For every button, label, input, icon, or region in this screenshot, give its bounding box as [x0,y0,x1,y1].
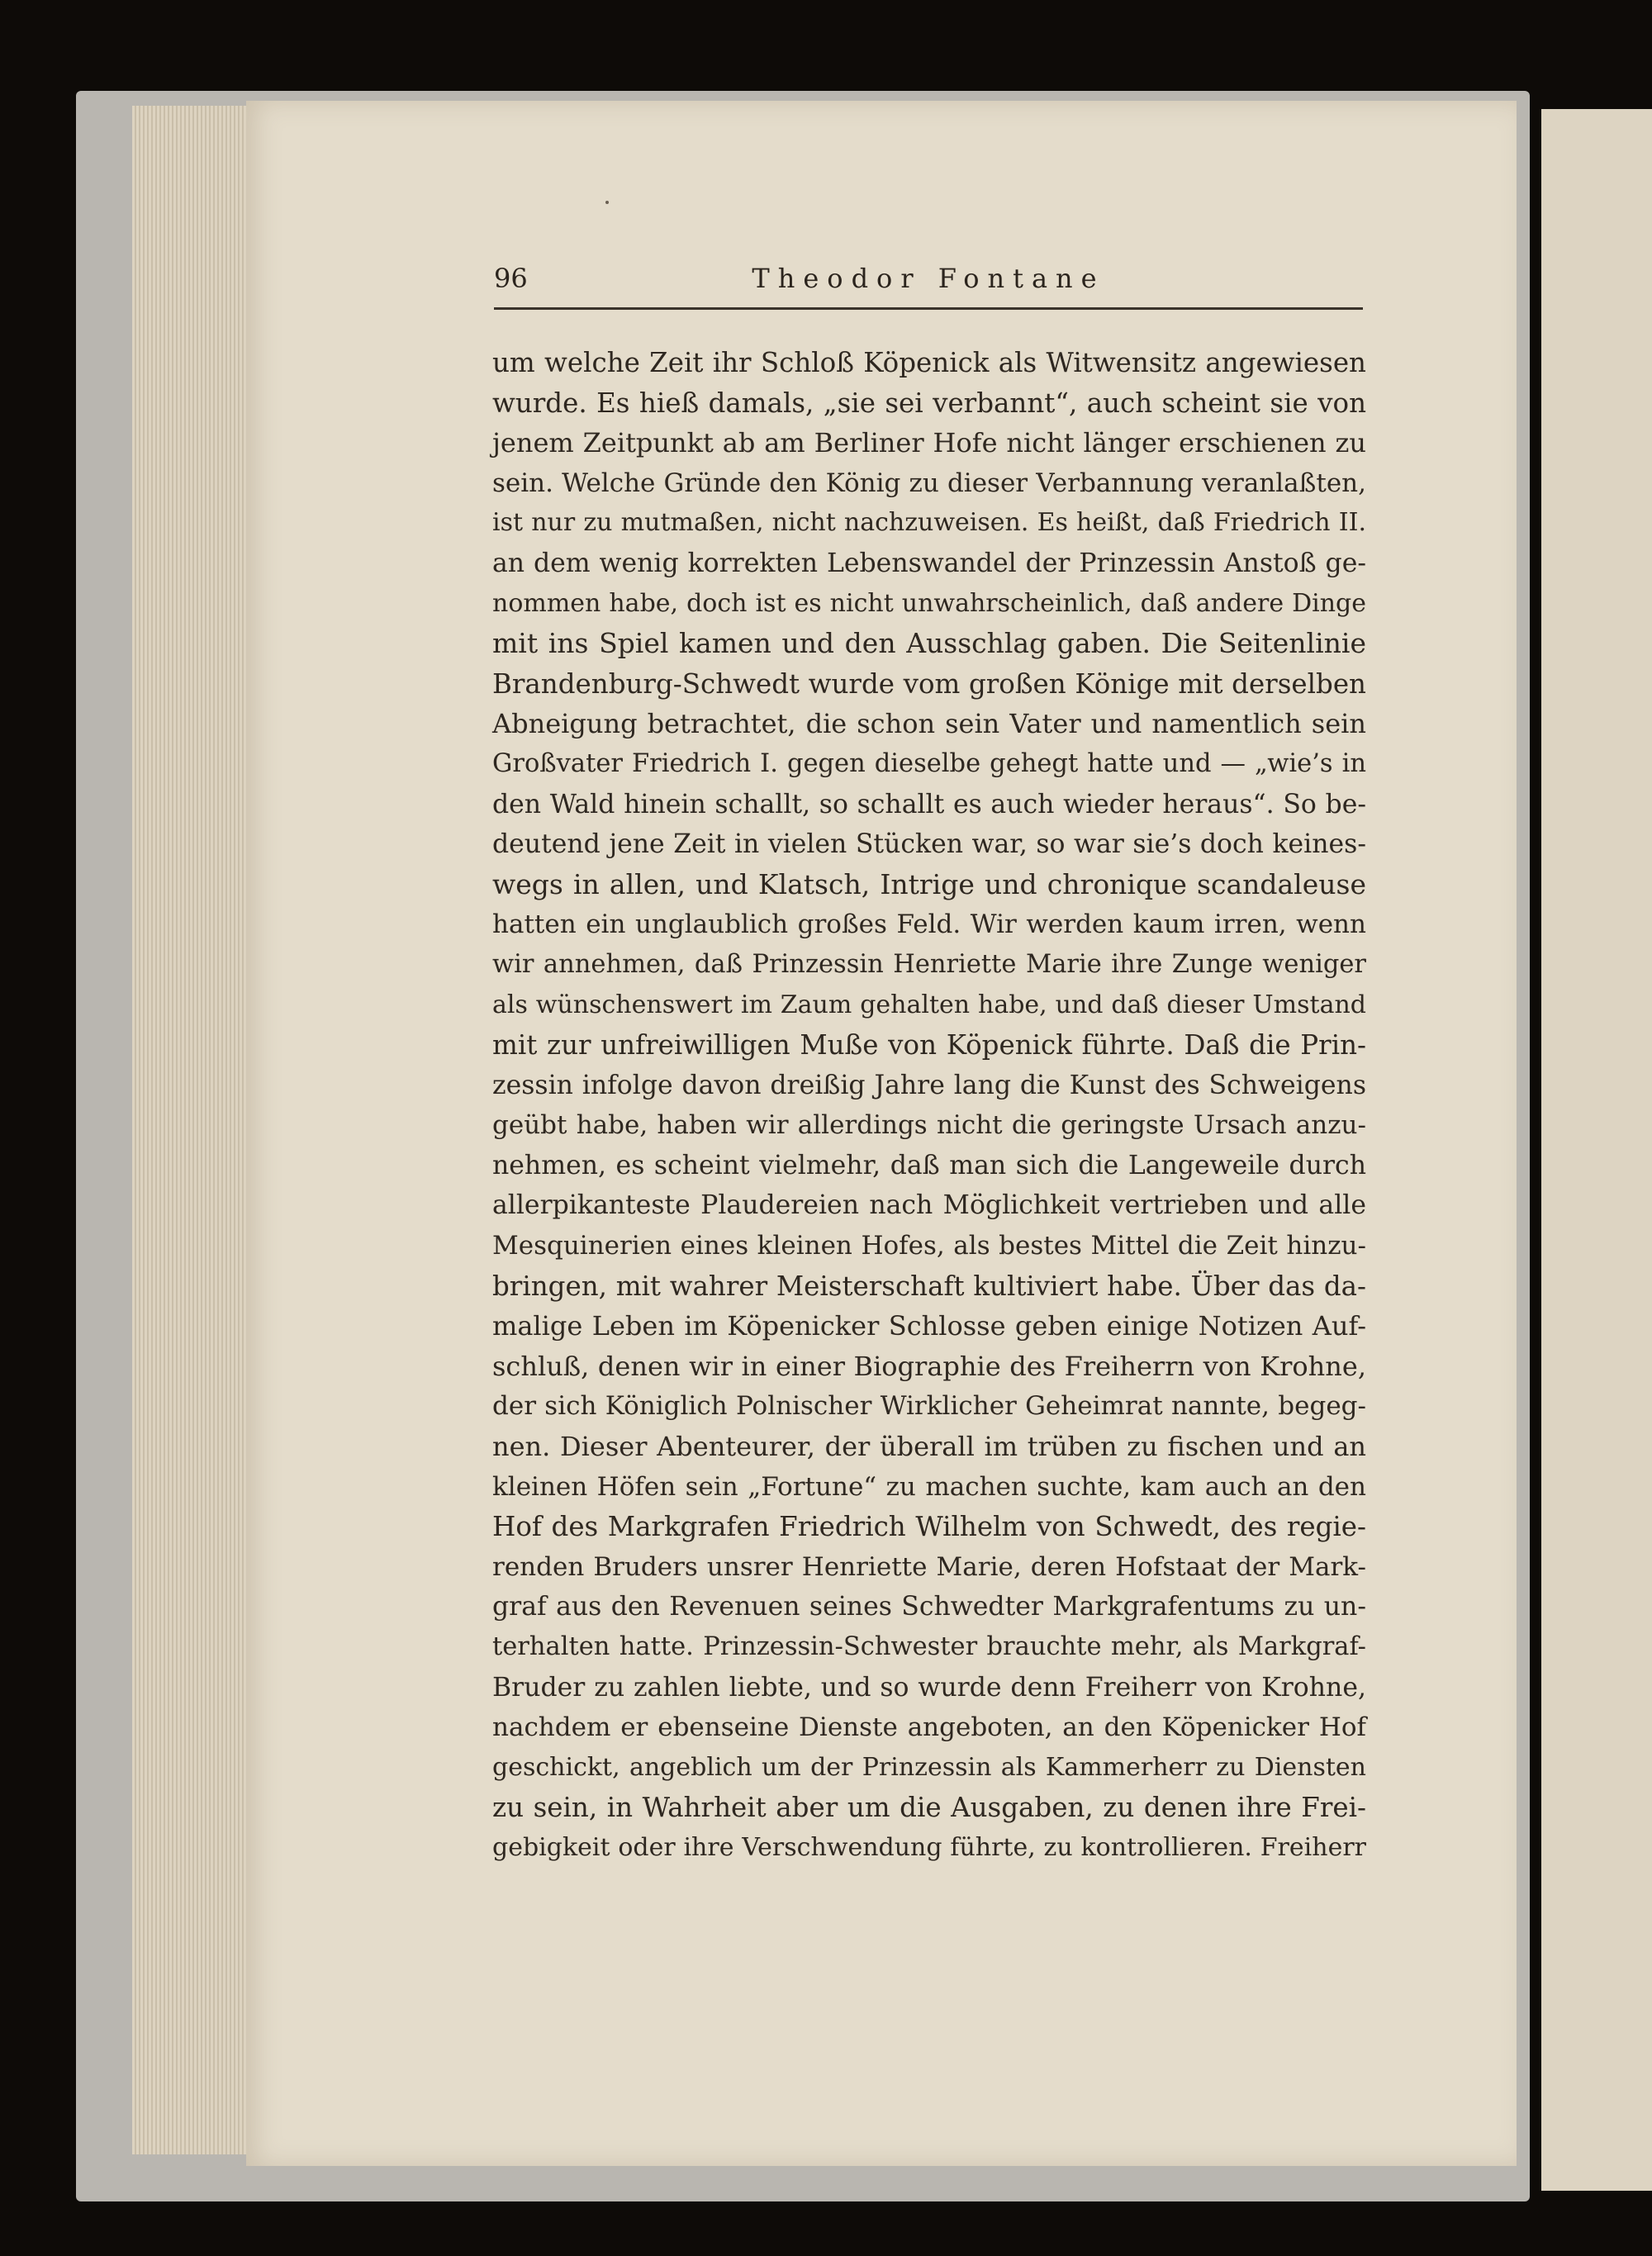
body-text [492,343,1366,1869]
text-line: zu sein, in Wahrheit aber um die Ausgaben, zu denen ihre Frei- [492,1792,1366,1824]
text-line: nommen habe, doch ist es nicht unwahrscheinlich, daß andere Dinge [492,588,1366,618]
text-line: graf aus den Revenuen seines Schwedter Markgrafentums zu un- [492,1592,1366,1622]
page-speck [605,201,609,204]
text-line: Bruder zu zahlen liebte, und so wurde denn Freiherr von Krohne, [492,1672,1366,1703]
text-line: nehmen, es scheint vielmehr, daß man sich die Langeweile durch [492,1150,1366,1180]
text-line: malige Leben im Köpenicker Schlosse geben einige Notizen Auf- [492,1310,1366,1342]
text-line: allerpikanteste Plaudereien nach Möglichkeit vertrieben und alle [492,1190,1366,1221]
text-line: nen. Dieser Abenteurer, der überall im trüben zu fischen und an [492,1431,1366,1463]
text-line: schluß, denen wir in einer Biographie des Freiherrn von Krohne, [492,1350,1366,1382]
text-line: um welche Zeit ihr Schloß Köpenick als Witwensitz angewiesen [492,347,1366,378]
text-line: Abneigung betrachtet, die schon sein Vater und namentlich sein [492,708,1366,740]
text-line: Hof des Markgrafen Friedrich Wilhelm von Schwedt, des regie- [492,1511,1366,1543]
text-line: als wünschenswert im Zaum gehalten habe, und daß dieser Umstand [492,990,1366,1019]
text-line: mit ins Spiel kamen und den Ausschlag gaben. Die Seitenlinie [492,627,1366,660]
running-title: Theodor Fontane [752,263,1105,294]
text-line: nachdem er ebenseine Dienste angeboten, an den Köpenicker Hof [492,1712,1366,1743]
text-line: hatten ein unglaublich großes Feld. Wir werden kaum irren, wenn [492,910,1366,940]
text-line: mit zur unfreiwilligen Muße von Köpenick führte. Daß die Prin- [492,1029,1366,1062]
text-line: gebigkeit oder ihre Verschwendung führte, zu kontrollieren. Freiherr [492,1832,1366,1862]
page-block-edges [132,106,256,2154]
text-line: an dem wenig korrekten Lebenswandel der Prinzessin Anstoß ge- [492,548,1366,578]
text-line: geübt habe, haben wir allerdings nicht die geringste Ursach anzu- [492,1110,1366,1141]
text-line: renden Bruders unsrer Henriette Marie, deren Hofstaat der Mark- [492,1551,1366,1582]
text-line: Mesquinerien eines kleinen Hofes, als bestes Mittel die Zeit hinzu- [492,1231,1366,1261]
text-line: den Wald hinein schallt, so schallt es auch wieder heraus“. So be- [492,789,1366,819]
page-header [494,258,1363,310]
text-line: zessin infolge davon dreißig Jahre lang die Kunst des Schweigens [492,1070,1366,1100]
text-line: jenem Zeitpunkt ab am Berliner Hofe nicht länger erschienen zu [492,427,1366,459]
text-line: wegs in allen, und Klatsch, Intrige und chronique scandaleuse [492,867,1366,900]
page-number: 96 [494,263,528,294]
text-line: der sich Königlich Polnischer Wirklicher Geheimrat nannte, begeg- [492,1391,1366,1422]
text-line: geschickt, angeblich um der Prinzessin als Kammerherr zu Diensten [492,1752,1366,1782]
text-line: terhalten hatte. Prinzessin-Schwester brauchte mehr, als Markgraf- [492,1632,1366,1661]
text-line: wurde. Es hieß damals, „sie sei verbannt“, auch scheint sie von [492,387,1366,419]
text-line: kleinen Höfen sein „Fortune“ zu machen suchte, kam auch an den [492,1471,1366,1502]
text-line: deutend jene Zeit in vielen Stücken war, so war sie’s doch keines- [492,829,1366,860]
text-line: ist nur zu mutmaßen, nicht nachzuweisen. Es heißt, daß Friedrich II. [492,508,1366,538]
facing-page-edge [1541,109,1652,2191]
text-line: Brandenburg-Schwedt wurde vom großen Könige mit derselben [492,667,1366,700]
text-line: bringen, mit wahrer Meisterschaft kultiviert habe. Über das da- [492,1270,1366,1302]
text-line: wir annehmen, daß Prinzessin Henriette Marie ihre Zunge weniger [492,949,1366,979]
text-line: sein. Welche Gründe den König zu dieser Verbannung veranlaßten, [492,468,1366,498]
text-line: Großvater Friedrich I. gegen dieselbe gehegt hatte und — „wie’s in [492,748,1366,778]
